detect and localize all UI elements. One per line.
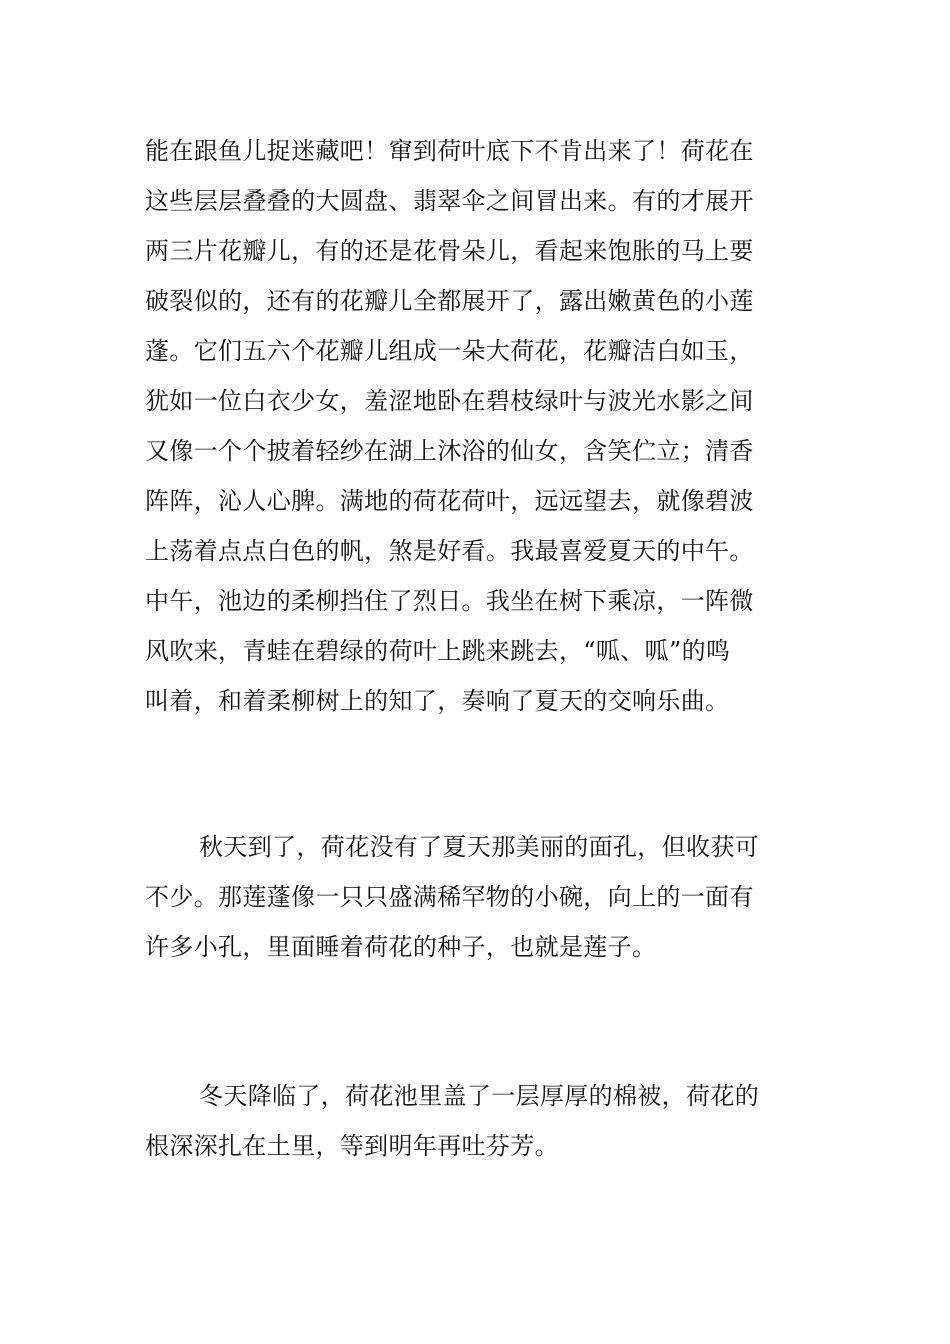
- paragraph-line: 根深深扎在土里，等到明年再吐芬芳。: [145, 1132, 559, 1160]
- paragraph-line: 秋天到了，荷花没有了夏天那美丽的面孔，但收获可: [199, 833, 760, 861]
- paragraph-line: 中午，池边的柔柳挡住了烈日。我坐在树下乘凉，一阵微: [145, 587, 754, 615]
- paragraph-line: 叫着，和着柔柳树上的知了，奏响了夏天的交响乐曲。: [145, 687, 730, 715]
- paragraph-line: 上荡着点点白色的帆，煞是好看。我最喜爱夏天的中午。: [145, 537, 754, 565]
- paragraph-summer: [145, 126, 809, 726]
- paragraph-line: 风吹来，青蛙在碧绿的荷叶上跳来跳去，“呱、呱”的鸣: [145, 637, 731, 665]
- paragraph-autumn: [145, 822, 809, 972]
- paragraph-line: 破裂似的，还有的花瓣儿全都展开了，露出嫩黄色的小莲: [145, 287, 754, 315]
- paragraph-line: 能在跟鱼儿捉迷藏吧！窜到荷叶底下不肯出来了！荷花在: [145, 137, 754, 165]
- paragraph-line: 两三片花瓣儿，有的还是花骨朵儿，看起来饱胀的马上要: [145, 237, 754, 265]
- paragraph-line: 许多小孔，里面睡着荷花的种子，也就是莲子。: [145, 933, 657, 961]
- paragraph-line: 这些层层叠叠的大圆盘、翡翠伞之间冒出来。有的才展开: [145, 187, 754, 215]
- paragraph-line: 又像一个个披着轻纱在湖上沐浴的仙女，含笑伫立；清香: [145, 437, 754, 465]
- paragraph-winter: [145, 1071, 809, 1171]
- paragraph-line: 蓬。它们五六个花瓣儿组成一朵大荷花，花瓣洁白如玉，: [145, 337, 754, 365]
- paragraph-line: 阵阵，沁人心脾。满地的荷花荷叶，远远望去，就像碧波: [145, 487, 754, 515]
- paragraph-line: 不少。那莲蓬像一只只盛满稀罕物的小碗，向上的一面有: [145, 883, 754, 911]
- paragraph-line: 冬天降临了，荷花池里盖了一层厚厚的棉被，荷花的: [199, 1082, 760, 1110]
- paragraph-line: 犹如一位白衣少女，羞涩地卧在碧枝绿叶与波光水影之间: [145, 387, 754, 415]
